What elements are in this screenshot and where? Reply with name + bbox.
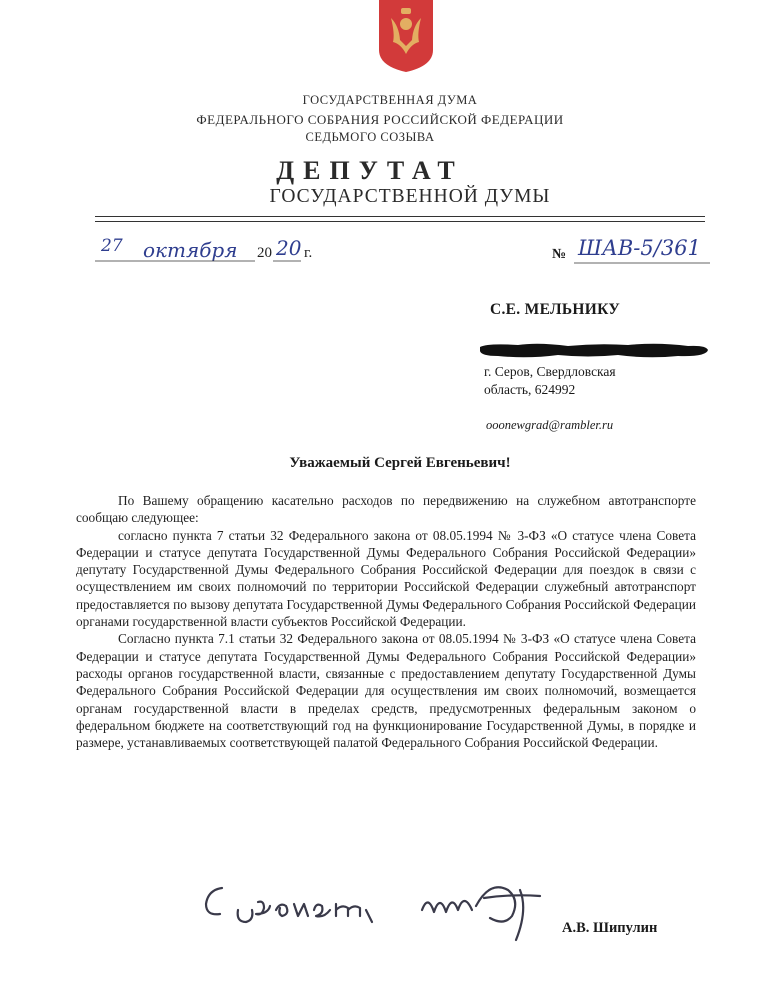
handwritten-closing-and-signature xyxy=(190,870,730,960)
header-divider xyxy=(95,216,705,217)
salutation: Уважаемый Сергей Евгеньевич! xyxy=(289,455,511,471)
reference-number: ШАВ-5/361 xyxy=(578,236,701,260)
header-line-federal-assembly: ФЕДЕРАЛЬНОГО СОБРАНИЯ РОССИЙСКОЙ ФЕДЕРАЦИИ xyxy=(196,112,564,127)
body-paragraph-2: согласно пункта 7 статьи 32 Федерального закона от 08.05.1994 № 3-ФЗ «О статусе члена Совета Федерации и статусе депутата Государственной Думы Федерального Собрания Российской Федерации» депутату Государственной Думы Федерального Собрания Российской Федерации для поездок в связи с осуществлением им своих полномочий по территории Российской Федерации служебный автотранспорт предоставляется по вызову депутата Государственной Думы Федерального Собрания Российской Федерации органами государственной власти субъектов Российской Федерации. xyxy=(76,527,696,630)
recipient-address-line2: область, 624992 xyxy=(484,382,576,397)
header-divider-thin xyxy=(95,221,705,222)
header-subtitle: ГОСУДАРСТВЕННОЙ ДУМЫ xyxy=(269,186,551,207)
reference-number-field xyxy=(552,236,712,266)
recipient-email: ooonewgrad@rambler.ru xyxy=(486,418,614,432)
recipient-address-line1: г. Серов, Свердловская xyxy=(484,364,616,379)
body-paragraph-3: Согласно пункта 7.1 статьи 32 Федерального закона от 08.05.1994 № 3-ФЗ «О статусе члена Совета Федерации и статусе депутата Государственной Думы Федерального Собрания Российской Федерации» расходы органов государственной власти, связанные с предоставлением депутату Государственной Думы Федерального Собрания Российской Федерации для осуществления им своих полномочий, возмещается органам государственной власти в пределах средств, предусмотренных федеральным законом о федеральном бюджете на соответствующий год на функционирование Государственной Думы, в порядке и размере, устанавливаемых соответствующей палатой Федерального Собрания Российской Федерации. xyxy=(76,631,696,751)
date-field xyxy=(95,236,325,266)
coat-of-arms-icon xyxy=(377,0,435,72)
redaction-bar xyxy=(478,341,710,360)
date-month: октября xyxy=(143,238,238,262)
header-line-duma: ГОСУДАРСТВЕННАЯ ДУМА xyxy=(302,93,478,107)
recipient-name: С.Е. МЕЛЬНИКУ xyxy=(490,301,621,318)
signature-block xyxy=(190,870,730,960)
reference-label: № xyxy=(552,247,567,262)
body-paragraph-1: По Вашему обращению касательно расходов по передвижению на служебном автотранспорте сообщаю следующее: xyxy=(76,493,696,526)
date-year-prefix: 20 xyxy=(257,245,272,261)
reference-underline xyxy=(552,236,712,266)
signer-name: А.В. Шипулин xyxy=(562,920,658,936)
date-underline xyxy=(95,236,325,266)
header-title: ДЕПУТАТ xyxy=(276,156,464,185)
header-line-convocation: СЕДЬМОГО СОЗЫВА xyxy=(305,130,435,144)
letter-body xyxy=(76,492,696,751)
date-year-mark: г. xyxy=(304,245,313,261)
date-year-suffix: 20 xyxy=(276,236,302,260)
date-day: 27 xyxy=(101,236,123,256)
